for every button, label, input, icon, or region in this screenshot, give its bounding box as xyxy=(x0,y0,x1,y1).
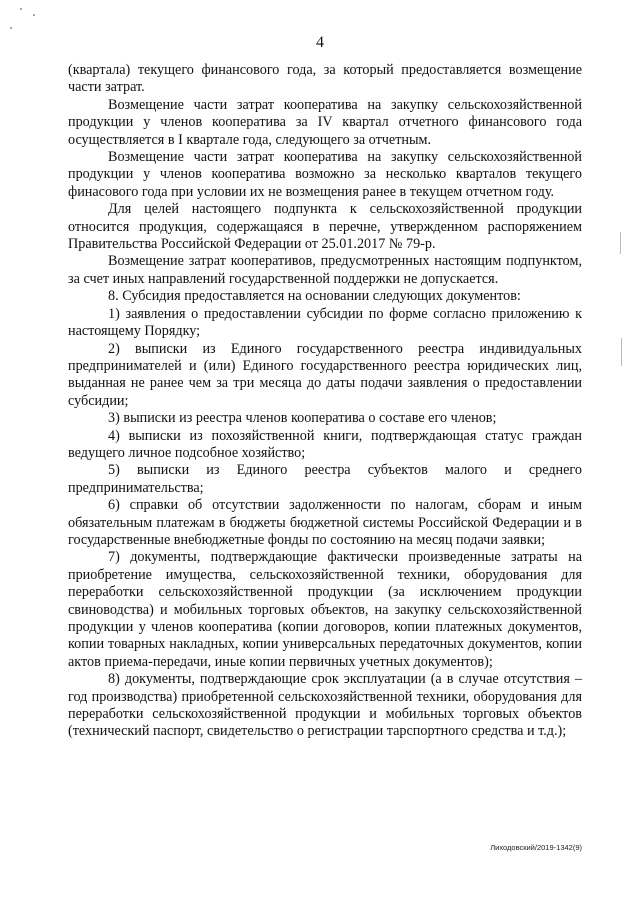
list-item: 1) заявления о предоставлении субсидии по форме согласно приложению к настоящему Порядку; xyxy=(68,305,582,340)
scan-edge-mark xyxy=(621,338,622,366)
list-item: 6) справки об отсутствии задолженности по налогам, сборам и иным обязательным платежам в бюджеты бюджетной системы Российской Федерации и в государственные внебюджетные фонды по состоянию на месяц подачи заявки; xyxy=(68,497,582,548)
section-heading: 8. Субсидия предоставляется на основании следующих документов: xyxy=(108,288,521,305)
list-item: 4) выписки из похозяйственной книги, подтверждающая статус граждан ведущего личное подсобное хозяйство; xyxy=(68,427,582,461)
paragraph: Для целей настоящего подпункта к сельскохозяйственной продукции относится продукция, содержащаяся в перечне, утвержденном распоряжением Правительства Российской Федерации от 25.01.2017 № 79-р. xyxy=(68,201,582,253)
list-item: 8) документы, подтверждающие срок эксплуатации (а в случае отсутствия – год производства) приобретенной сельскохозяйственной техники, оборудования для переработки сельскохозяйственной продукции и мобильных торговых объектов (технический паспорт, свидетельство о регистрации тарспортного средства и т.д.); xyxy=(68,671,582,740)
list-item: 7) документы, подтверждающие фактически произведенные затраты на приобретение имущества, сельскохозяйственной техники, оборудования для переработки сельскохозяйственной продукции (за исключением продукции свиноводства) и мобильных торговых объектов, на закупку сельскохозяйственной продукции у членов кооператива (копии договоров, копии платежных документов, копии товарных накладных, копии универсальных передаточных документов, копии актов приема-передачи, иные копии первичных учетных документов); xyxy=(68,549,582,670)
list-item: 2) выписки из Единого государственного реестра индивидуальных предпринимателей и (или) Единого государственного реестра юридических лиц, выданная не ранее чем за три месяца до даты подачи заявления о предоставлении субсидии; xyxy=(68,340,582,409)
paragraph: (квартала) текущего финансового года, за который предоставляется возмещение части затрат. xyxy=(68,62,582,96)
paragraph: Возмещение части затрат кооператива на закупку сельскохозяйственной продукции у членов кооператива за IV квартал отчетного финансового года осуществляется в I квартале года, следующего за отчетным. xyxy=(68,96,582,148)
document-reference: Лиходовский/2019-1342(9) xyxy=(490,843,582,852)
scan-speck xyxy=(33,14,35,16)
scan-speck xyxy=(10,27,12,29)
paragraph: Возмещение затрат кооперативов, предусмотренных настоящим подпунктом, за счет иных направлений государственной поддержки не допускается. xyxy=(68,253,582,287)
page-number: 4 xyxy=(316,34,324,51)
paragraph: Возмещение части затрат кооператива на закупку сельскохозяйственной продукции у членов кооператива возможно за несколько кварталов текущего финасового года при условии их не возмещения ранее в текущем отчетном году. xyxy=(68,149,582,200)
document-body xyxy=(68,62,582,741)
scan-speck xyxy=(20,8,22,10)
scan-edge-mark xyxy=(620,232,621,254)
list-item: 5) выписки из Единого реестра субъектов малого и среднего предпринимательства; xyxy=(68,462,582,496)
list-item: 3) выписки из реестра членов кооператива о составе его членов; xyxy=(108,410,497,427)
